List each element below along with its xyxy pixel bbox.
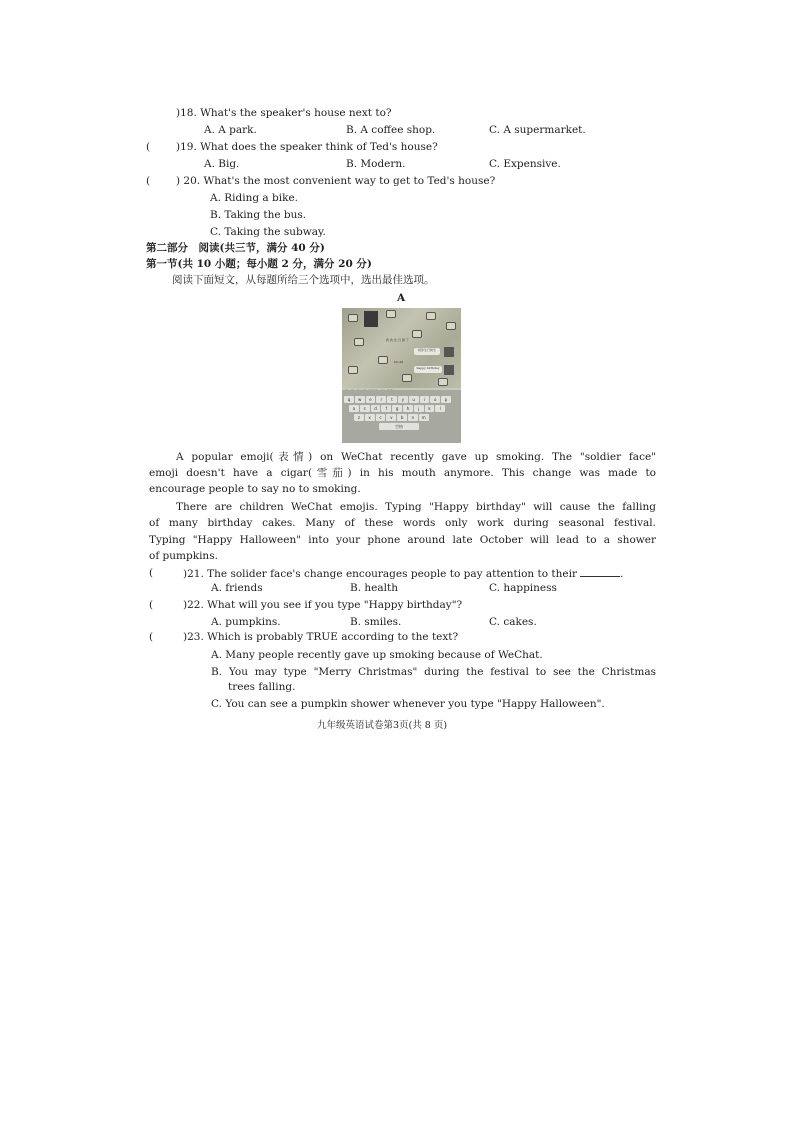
key-a: a bbox=[349, 405, 359, 412]
chat-bubble: happy birthday bbox=[414, 366, 442, 373]
cake-icon bbox=[348, 314, 358, 322]
cake-icon bbox=[386, 310, 396, 318]
q23-option-b-cont: trees falling. bbox=[228, 681, 296, 693]
question-19: )19. What does the speaker think of Ted's house? bbox=[176, 141, 438, 153]
key-t: t bbox=[387, 396, 397, 403]
chat-text: 我 的 生 日 到 了 bbox=[386, 338, 409, 342]
keyboard-row-1 bbox=[344, 396, 451, 403]
avatar bbox=[364, 311, 378, 327]
q21-paren: ( bbox=[149, 567, 154, 579]
key-j: j bbox=[414, 405, 424, 412]
key-s: s bbox=[360, 405, 370, 412]
section1-heading: 第一节(共 10 小题；每小题 2 分，满分 20 分) bbox=[146, 258, 372, 270]
question-21: )21. The solider face's change encourages people to pay attention to their . bbox=[183, 568, 624, 580]
reading-instruction: 阅读下面短文，从每题所给三个选项中，选出最佳选项。 bbox=[172, 274, 435, 286]
q21-option-c: C. happiness bbox=[489, 582, 557, 594]
q22-option-c: C. cakes. bbox=[489, 616, 537, 628]
cake-icon bbox=[412, 330, 422, 338]
q18-option-b: B. A coffee shop. bbox=[346, 124, 436, 136]
key-l: l bbox=[435, 405, 445, 412]
key-o: o bbox=[430, 396, 440, 403]
question-22: )22. What will you see if you type "Happy birthday"? bbox=[183, 599, 463, 611]
q23-option-b: B. You may type "Merry Christmas" during the festival to see the Christmas bbox=[211, 666, 656, 678]
space-key: 空格 bbox=[379, 423, 419, 430]
q21-option-a: A. friends bbox=[211, 582, 263, 594]
key-v: v bbox=[386, 414, 396, 421]
key-y: y bbox=[398, 396, 408, 403]
key-p: p bbox=[441, 396, 451, 403]
key-r: r bbox=[376, 396, 386, 403]
keyboard bbox=[342, 390, 461, 443]
q23-option-a: A. Many people recently gave up smoking because of WeChat. bbox=[211, 649, 543, 661]
avatar bbox=[444, 365, 454, 375]
question-18: )18. What's the speaker's house next to? bbox=[176, 107, 392, 119]
key-k: k bbox=[425, 405, 435, 412]
q20-option-c: C. Taking the subway. bbox=[210, 226, 326, 238]
answer-blank bbox=[580, 566, 620, 577]
part2-heading: 第二部分 阅读(共三节，满分 40 分) bbox=[146, 242, 325, 254]
passage-p1-line2: emoji doesn't have a cigar(雪茄) in his mouth anymore. This change was made to bbox=[149, 467, 656, 479]
chat-bubble: 祝你生日快乐 bbox=[414, 348, 440, 355]
cake-icon bbox=[348, 366, 358, 374]
wechat-screenshot bbox=[342, 308, 461, 443]
key-i: i bbox=[420, 396, 430, 403]
keyboard-row-4 bbox=[379, 423, 419, 430]
avatar bbox=[444, 347, 454, 357]
cake-icon bbox=[354, 338, 364, 346]
passage-p2-line3: Typing "Happy Halloween" into your phone around late October will lead to a shower bbox=[149, 534, 656, 546]
keyboard-row-2 bbox=[349, 405, 445, 412]
key-z: z bbox=[354, 414, 364, 421]
key-n: n bbox=[408, 414, 418, 421]
q19-option-a: A. Big. bbox=[204, 158, 240, 170]
q18-option-a: A. A park. bbox=[204, 124, 257, 136]
page-footer: 九年级英语试卷第3页(共 8 页) bbox=[317, 720, 448, 731]
q19-paren: ( bbox=[146, 141, 151, 153]
question-20: ) 20. What's the most convenient way to get to Ted's house? bbox=[176, 175, 496, 187]
q18-option-c: C. A supermarket. bbox=[489, 124, 586, 136]
key-x: x bbox=[365, 414, 375, 421]
passage-p2-line2: of many birthday cakes. Many of these words only work during seasonal festival. bbox=[149, 517, 656, 529]
q23-option-c: C. You can see a pumpkin shower whenever you type "Happy Halloween". bbox=[211, 698, 605, 710]
key-m: m bbox=[419, 414, 429, 421]
key-e: e bbox=[366, 396, 376, 403]
key-f: f bbox=[381, 405, 391, 412]
chat-text: No.26 bbox=[394, 360, 404, 364]
key-c: c bbox=[376, 414, 386, 421]
key-w: w bbox=[355, 396, 365, 403]
cake-icon bbox=[446, 322, 456, 330]
key-b: b bbox=[397, 414, 407, 421]
key-q: q bbox=[344, 396, 354, 403]
passage-p1-line3: encourage people to say no to smoking. bbox=[149, 483, 361, 495]
passage-p2-line4: of pumpkins. bbox=[149, 550, 218, 562]
cake-icon bbox=[438, 378, 448, 386]
passage-label: A bbox=[397, 292, 406, 304]
key-g: g bbox=[392, 405, 402, 412]
q20-option-b: B. Taking the bus. bbox=[210, 209, 307, 221]
q22-option-b: B. smiles. bbox=[350, 616, 402, 628]
q21-option-b: B. health bbox=[350, 582, 398, 594]
q22-paren: ( bbox=[149, 599, 154, 611]
q19-option-c: C. Expensive. bbox=[489, 158, 561, 170]
key-h: h bbox=[403, 405, 413, 412]
passage-p1-line1: A popular emoji(表情) on WeChat recently gave up smoking. The "soldier face" bbox=[176, 451, 656, 463]
cake-icon bbox=[402, 374, 412, 382]
question-23: )23. Which is probably TRUE according to the text? bbox=[183, 631, 459, 643]
q19-option-b: B. Modern. bbox=[346, 158, 406, 170]
key-d: d bbox=[371, 405, 381, 412]
key-u: u bbox=[409, 396, 419, 403]
q23-paren: ( bbox=[149, 631, 154, 643]
q20-paren: ( bbox=[146, 175, 151, 187]
q22-option-a: A. pumpkins. bbox=[211, 616, 281, 628]
cake-icon bbox=[378, 356, 388, 364]
keyboard-row-3 bbox=[354, 414, 429, 421]
question-21-text: )21. The solider face's change encourages people to pay attention to their bbox=[183, 568, 577, 580]
q20-option-a: A. Riding a bike. bbox=[210, 192, 299, 204]
cake-icon bbox=[426, 312, 436, 320]
chat-area bbox=[342, 308, 461, 388]
passage-p2-line1: There are children WeChat emojis. Typing "Happy birthday" will cause the falling bbox=[176, 501, 656, 513]
